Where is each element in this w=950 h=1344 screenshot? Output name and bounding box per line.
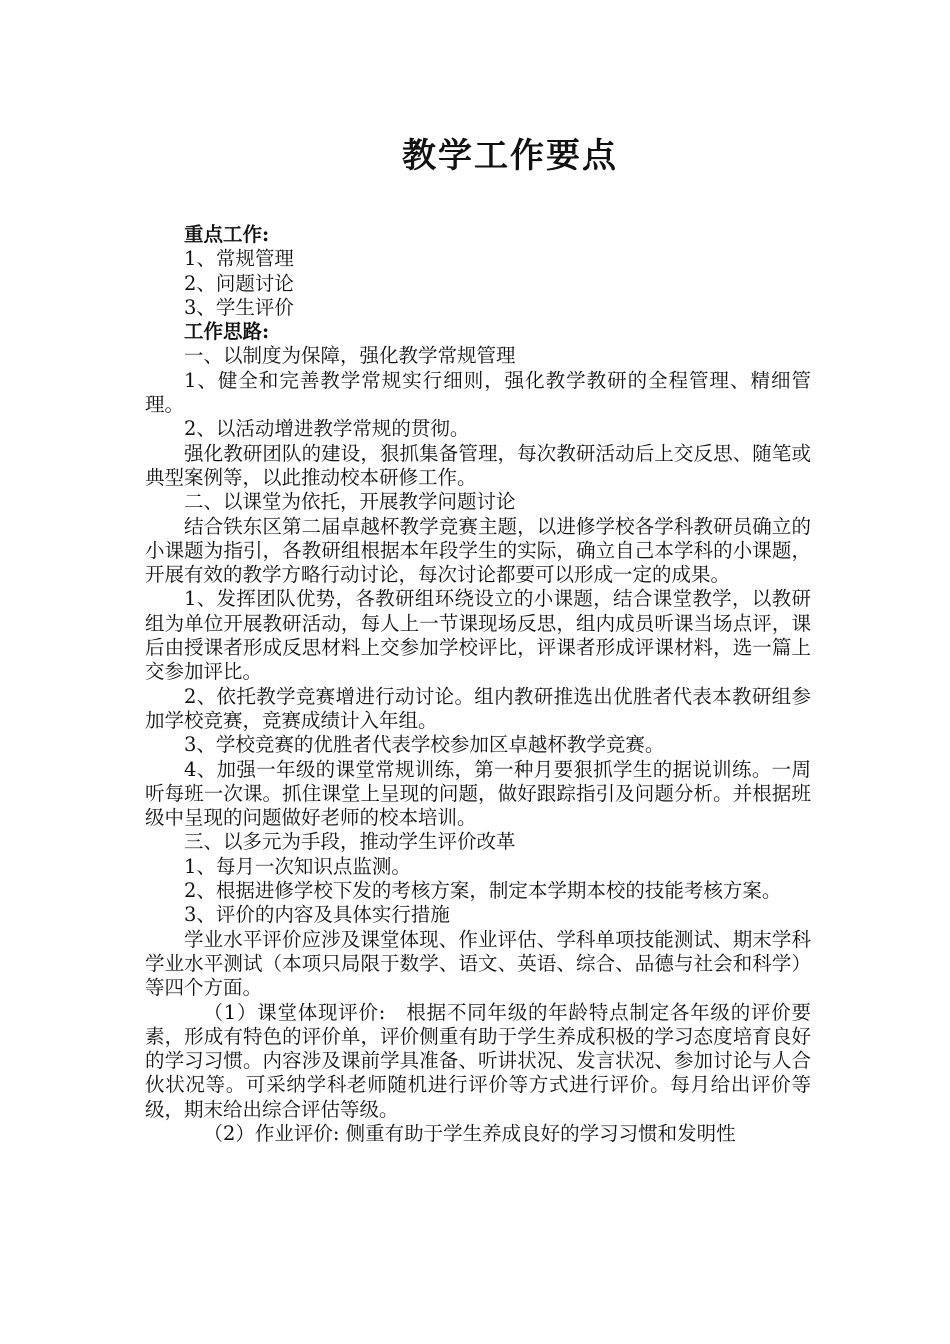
paragraph: 3、评价的内容及具体实行措施 [184, 903, 450, 927]
paragraph: 2、问题讨论 [184, 271, 294, 295]
paragraph: 1、每月一次知识点监测。 [184, 854, 411, 878]
paragraph: 二、以课堂为依托，开展教学问题讨论 [184, 490, 516, 514]
paragraph: 2、根据进修学校下发的考核方案，制定本学期本校的技能考核方案。 [184, 879, 782, 903]
paragraph: 4、加强一年级的课堂常规训练，第一种月要狠抓学生的据说训练。一周听每班一次课。抓住课堂上呈现的问题，做好跟踪指引及问题分析。并根据班级中呈现的问题做好老师的校本培训。 [145, 757, 811, 830]
paragraph: 3、学生评价 [184, 295, 294, 319]
document-body [145, 223, 811, 1146]
paragraph: 一、以制度为保障，强化教学常规管理 [184, 344, 516, 368]
paragraph: 1、健全和完善教学常规实行细则，强化教学教研的全程管理、精细管理。 [145, 368, 811, 417]
document-title: 教学工作要点 [402, 136, 618, 176]
paragraph: 2、依托教学竞赛增进行动讨论。组内教研推选出优胜者代表本教研组参加学校竞赛，竞赛成绩计入年组。 [145, 684, 811, 732]
paragraph: 1、常规管理 [184, 247, 294, 271]
section-heading: 重点工作: [184, 223, 270, 246]
paragraph: 2、以活动增进教学常规的贯彻。 [184, 417, 470, 441]
paragraph: 结合铁东区第二届卓越杯教学竞赛主题，以进修学校各学科教研员确立的小课题为指引，各教研组根据本年段学生的实际，确立自己本学科的小课题，开展有效的教学方略行动讨论，每次讨论都要可以形成一定的成果。 [145, 514, 811, 587]
paragraph: 强化教研团队的建设，狠抓集备管理，每次教研活动后上交反思、随笔或典型案例等，以此推动校本研修工作。 [145, 441, 811, 489]
paragraph: 学业水平评价应涉及课堂体现、作业评估、学科单项技能测试、期末学科学业水平测试（本项只局限于数学、语文、英语、综合、品德与社会和科学）等四个方面。 [145, 927, 811, 1000]
paragraph: 3、学校竞赛的优胜者代表学校参加区卓越杯教学竞赛。 [184, 733, 665, 757]
section-heading: 工作思路: [184, 320, 270, 344]
paragraph: 三、以多元为手段，推动学生评价改革 [184, 830, 516, 854]
paragraph: 1、发挥团队优势，各教研组环绕设立的小课题，结合课堂教学，以教研组为单位开展教研活动，每人上一节课现场反思，组内成员听课当场点评，课后由授课者形成反思材料上交参加学校评比，评课者形成评课材料，选一篇上交参加评比。 [145, 587, 811, 684]
paragraph: （1）课堂体现评价: 根据不同年级的年龄特点制定各年级的评价要素，形成有特色的评价单，评价侧重有助于学生养成积极的学习态度培育良好的学习习惯。内容涉及课前学具准备、听讲状况、发言状况、参加讨论与人合伙状况等。可采纳学科老师随机进行评价等方式进行评价。每月给出评价等级，期末给出综合评估等级。 [145, 1000, 811, 1121]
paragraph: （2）作业评价: 侧重有助于学生养成良好的学习习惯和发明性 [203, 1121, 736, 1145]
